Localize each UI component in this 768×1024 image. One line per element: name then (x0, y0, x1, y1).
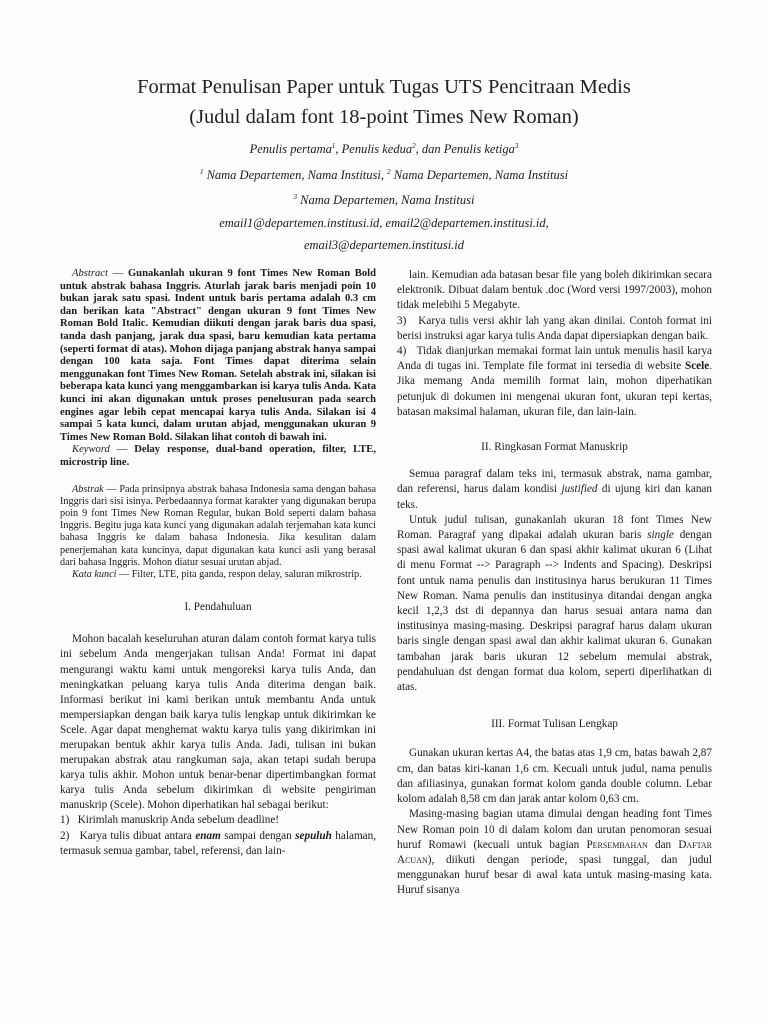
paper-title (60, 72, 708, 132)
summary-paragraph-2: Untuk judul tulisan, gunakanlah ukuran 18 font Times New Roman. Paragraf yang dipakai adalah ukuran baris single dengan spasi awal kalimat ukuran 6 dan spasi akhir kalimat ukuran 6 (Lihat di menu Format --> Paragraph --> Indents and Spacing). Deskripsi font untuk nama penulis dan institusinya harus berukuran 11 Times New Roman. Nama penulis dan institusinya ditandai dengan angka kecil 1,2,3 dst di depannya dan harus sesuai antara nama dan institusinya masing-masing. Deskripsi paragraf harus dalam ukuran baris single dengan spasi awal dan akhir kalimat ukuran 6. Gunakan tambahan jarak baris ukuran 12 sebelum memulai abstrak, pendahuluan dst dengan format dua kolom, seperti diperlihatkan di atas. (397, 513, 712, 694)
author-emails-1: email1@departemen.institusi.id, email2@departemen.institusi.id, (219, 215, 549, 230)
author-affiliation-3: $^3$ Nama Departemen, Nama Institusi (293, 193, 475, 208)
right-column (397, 268, 712, 899)
list-item-1: 1) Kirimlah manuskrip Anda sebelum deadline! (60, 814, 280, 827)
author-names: Penulis pertama$^1$, Penulis kedua$^2$, dan Penulis ketiga$^3$ (249, 142, 519, 157)
keywords-english: Keyword — Delay response, dual-band operation, filter, LTE, microstrip line. (60, 444, 377, 468)
left-column (60, 268, 376, 859)
author-affiliations-1-2: $^1$ Nama Departemen, Nama Institusi, $^2$ Nama Departemen, Nama Institusi (199, 167, 569, 182)
list-item-2-continued: lain. Kemudian ada batasan besar file yang boleh dikirimkan secara elektronik. Dibuat dalam bentuk .doc (Word versi 1997/2003), mohon tidak melebihi 5 Megabyte. (397, 269, 712, 312)
list-item-3: 3) Karya tulis versi akhir lah yang akan dinilai. Contoh format ini berisi instruksi agar karya tulis Anda dapat dipersiapkan dengan baik. (397, 314, 712, 342)
keywords-indonesian: Kata kunci — Filter, LTE, pita ganda, respon delay, saluran mikrostrip. (72, 568, 362, 580)
summary-paragraph-1: Semua paragraf dalam teks ini, termasuk abstrak, nama gambar, dan referensi, harus dalam kondisi justified di ujung kiri dan kanan teks. (397, 468, 712, 511)
list-item-4: 4) Tidak dianjurkan memakai format lain untuk menulis hasil karya Anda di tugas ini. Template file format ini tersedia di website Scele. Jika memang Anda memilih format lain, mohon diperhatikan petunjuk di dokumen ini mengenai ukuran font, ukuran tepi kertas, batasan maksimal halaman, ukuran file, dan lain-lain. (397, 345, 712, 418)
intro-paragraph: Mohon bacalah keseluruhan aturan dalam contoh format karya tulis ini sebelum Anda mengerjakan tulisan Anda! Format ini dapat mengurangi waktu kami untuk mengoreksi karya tulis Anda, dan meningkatkan peluang karya tulis Anda diterima dengan baik. Informasi berikut ini kami berikan untuk membantu Anda untuk mempersiapkan dengan baik karya tulis lengkap untuk dikirimkan ke Scele. Agar dapat menghemat waktu karya tulis yang dikirimkan ini merupakan bentuk akhir karya tulis Anda. Jadi, tulisan ini bukan merupakan abstrak atau rangkuman saja, akan tetapi sudah berupa karya tulis akhir. Mohon untuk benar-benar dipertimbangkan format karya tulis Anda sebelum dikirimkan di website pengiriman manuskrip (Scele). Mohon diperhatikan hal sebagai berikut: (60, 633, 376, 812)
list-item-2: 2) Karya tulis dibuat antara enam sampai dengan sepuluh halaman, termasuk semua gambar, tabel, referensi, dan lain- (60, 829, 376, 857)
title-line-2: (Judul dalam font 18-point Times New Roman) (189, 106, 579, 128)
section-heading-format-lengkap: III. Format Tulisan Lengkap (491, 718, 618, 731)
abstract-english: Abstract — Gunakanlah ukuran 9 font Times New Roman Bold untuk abstrak bahasa Inggris. Aturlah jarak baris menjadi poin 10 bukan jarak satu spasi. Indent untuk baris pertama adalah 0.3 cm dan berikan kata "Abstract" dengan ukuran 9 font Times New Roman Bold Italic. Kemudian diikuti dengan jarak baris dua spasi, tanda dash panjang, jarak dua spasi, baru kemudian kata pertama (seperti format di atas). Mohon dijaga panjang abstrak hanya sampai dengan 100 kata saja. Font Times dapat diterima selain menggunakan font Times New Roman. Setelah abstrak ini, silakan isi beberapa kata kunci yang menggambarkan isi karya tulis Anda. Kata kunci ini akan digunakan untuk proses penelusuran pada search engines agar lebih cepat mencapai karya tulis Anda. Silakan isi 4 sampai 5 kata kunci, dalam urutan abjad, menggunakan ukuran 9 Times New Roman Bold. Silakan lihat contoh di bawah ini. (60, 268, 377, 443)
format-paragraph-1: Gunakan ukuran kertas A4, the batas atas 1,9 cm, batas bawah 2,87 cm, dan batas kiri-kanan 1,6 cm. Kecuali untuk judul, nama penulis dan afiliasinya, gunakan format kolom ganda double column. Lebar kolom adalah 8,58 cm dan jarak antar kolom 0,63 cm. (397, 747, 712, 806)
author-block (60, 135, 708, 257)
section-heading-pendahuluan: I. Pendahuluan (184, 601, 252, 614)
title-line-1: Format Penulisan Paper untuk Tugas UTS Pencitraan Medis (137, 76, 631, 98)
format-paragraph-2: Masing-masing bagian utama dimulai dengan heading font Times New Roman poin 10 di dalam kolom dan urutan penomoran sesuai huruf Romawi (kecuali untuk bagian Persembahan dan Daftar Acuan), diikuti dengan periode, spasi tunggal, dan judul menggunakan huruf besar di awal kata untuk masing-masing kata. Huruf sisanya (397, 808, 712, 897)
section-heading-ringkasan: II. Ringkasan Format Manuskrip (481, 441, 628, 454)
author-emails-2: email3@departemen.institusi.id (303, 238, 465, 253)
abstract-indonesian: Abstrak — Pada prinsipnya abstrak bahasa Indonesia sama dengan bahasa Inggris dari sisi isinya. Perbedaannya format karakter yang digunakan berupa poin 9 font Times New Roman Regular, bukan Bold seperti dalam bahasa Inggris. Begitu juga kata kunci yang digunakan adalah terjemahan kata kunci bahasa Inggris ke dalam bahasa Indonesia. Jika kesulitan dalam penerjemahan kata kuncinya, dapat digunakan kata kunci asli yang berasal dari bahasa Inggris. Mohon diatur sesuai urutan abjad. (60, 483, 377, 568)
